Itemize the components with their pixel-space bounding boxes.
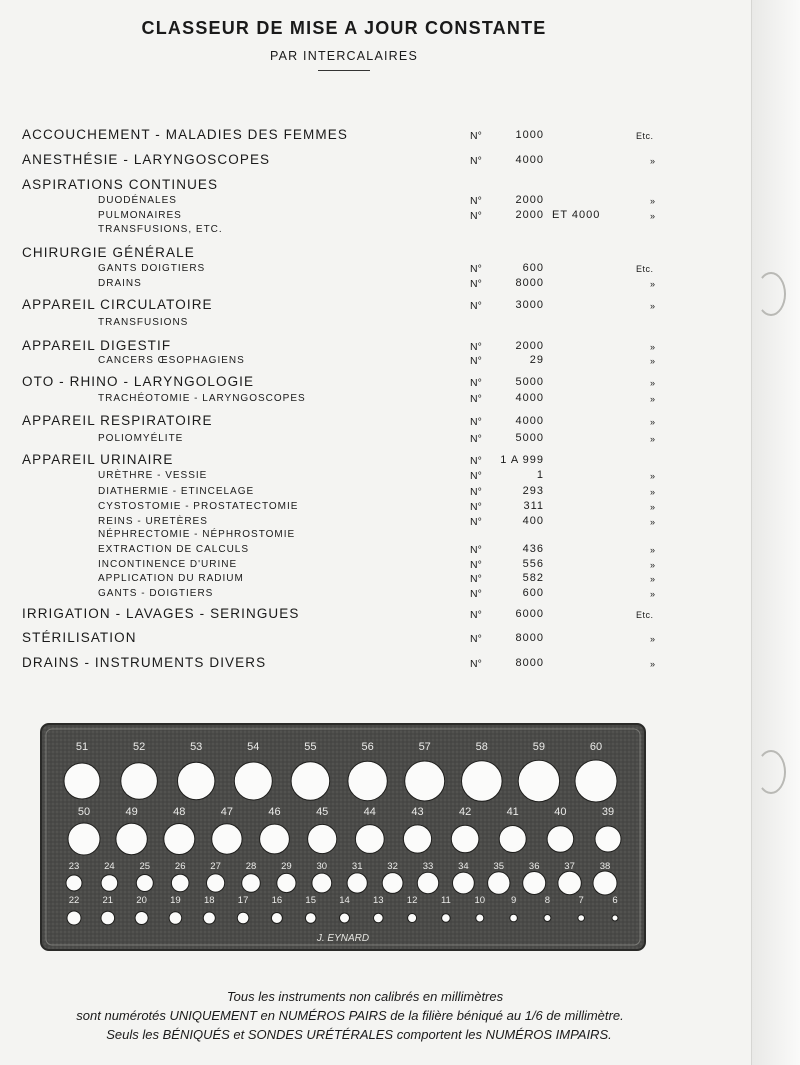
gauge-hole-label: 45	[316, 806, 329, 818]
index-row	[0, 467, 700, 483]
catalog-number: 8000	[515, 632, 544, 644]
gauge-hole	[518, 760, 559, 801]
gauge-hole	[64, 763, 100, 799]
page-subtitle: PAR INTERCALAIRES	[270, 49, 418, 63]
index-row	[0, 498, 700, 514]
catalog-number: 600	[522, 587, 544, 599]
ditto-note: »	[650, 545, 656, 555]
catalog-number: 6000	[515, 608, 544, 620]
subsection-label: TRACHÉOTOMIE - LARYNGOSCOPES	[98, 393, 306, 404]
number-prefix: N°	[470, 377, 482, 389]
gauge-hole	[382, 873, 403, 894]
gauge-hole-label: 16	[271, 895, 283, 906]
catalog-number: 8000	[515, 277, 544, 289]
gauge-hole-label: 42	[458, 806, 472, 818]
catalog-number: 293	[522, 485, 544, 497]
punch-hole	[756, 750, 786, 794]
gauge-hole-label: 39	[601, 806, 615, 818]
ditto-note: »	[650, 634, 656, 644]
gauge-hole-label: 20	[136, 895, 147, 906]
subsection-label: CYSTOSTOMIE - PROSTATECTOMIE	[98, 501, 299, 512]
gauge-hole-label: 28	[245, 861, 257, 872]
caption-line: Tous les instruments non calibrés en millimètres	[226, 989, 504, 1004]
gauge-hole	[499, 826, 526, 853]
gauge-hole-label: 47	[220, 806, 234, 818]
subsection-label: DUODÉNALES	[98, 195, 177, 206]
ditto-note: »	[650, 301, 656, 311]
number-prefix: N°	[470, 588, 482, 600]
subsection-label: APPLICATION DU RADIUM	[98, 573, 244, 584]
number-prefix: N°	[470, 658, 482, 670]
subsection-label: DIATHERMIE - ETINCELAGE	[98, 486, 255, 497]
gauge-hole-label: 23	[68, 861, 80, 872]
gauge-hole	[67, 911, 81, 925]
gauge-hole	[476, 914, 484, 922]
number-prefix: N°	[470, 300, 482, 312]
gauge-hole	[348, 761, 387, 800]
page-title: CLASSEUR DE MISE A JOUR CONSTANTE	[141, 18, 547, 38]
gauge-hole	[291, 762, 330, 801]
gauge-hole-label: 43	[411, 806, 424, 818]
number-prefix: N°	[470, 470, 482, 482]
catalog-number: 2000	[515, 209, 544, 221]
number-prefix: N°	[470, 393, 482, 405]
section-label: IRRIGATION - LAVAGES - SERINGUES	[22, 606, 300, 621]
section-label: APPAREIL RESPIRATOIRE	[22, 413, 213, 428]
index-row	[0, 352, 700, 368]
index-row	[0, 314, 700, 330]
number-prefix: N°	[470, 416, 482, 428]
catalog-number: 4000	[515, 154, 544, 166]
section-label: ACCOUCHEMENT - MALADIES DES FEMMES	[22, 127, 348, 142]
section-label: ASPIRATIONS CONTINUES	[22, 177, 219, 192]
gauge-hole	[68, 823, 100, 855]
ditto-note: »	[650, 487, 656, 497]
ditto-note: »	[650, 434, 656, 444]
gauge-hole-label: 10	[474, 895, 486, 906]
number-prefix: N°	[470, 433, 482, 445]
section-label: APPAREIL URINAIRE	[22, 452, 174, 467]
ditto-note: »	[650, 517, 656, 527]
gauge-hole	[595, 826, 621, 852]
index-row	[0, 430, 700, 446]
catalog-number: 1	[536, 469, 544, 481]
gauge-hole	[101, 875, 118, 892]
index-row	[0, 177, 700, 193]
subsection-label: POLIOMYÉLITE	[98, 433, 184, 444]
catalog-number: 5000	[515, 376, 544, 388]
index-row	[0, 570, 700, 586]
number-prefix: N°	[470, 195, 482, 207]
catalog-number: 8000	[515, 657, 544, 669]
index-row	[0, 483, 700, 499]
gauge-hole-label: 18	[204, 895, 215, 906]
gauge-hole	[242, 874, 261, 893]
number-prefix: N°	[470, 516, 482, 528]
index-row	[0, 152, 700, 168]
subsection-label: REINS - URETÈRES	[98, 516, 208, 527]
gauge-hole	[260, 824, 290, 854]
gauge-hole	[510, 914, 518, 922]
gauge-hole	[171, 874, 189, 892]
gauge-hole-label: 60	[589, 741, 603, 753]
section-label: DRAINS - INSTRUMENTS DIVERS	[22, 655, 267, 670]
gauge-hole-label: 14	[339, 895, 350, 906]
gauge-hole	[405, 761, 445, 801]
gauge-hole-label: 31	[351, 861, 363, 872]
gauge-hole	[305, 913, 316, 924]
catalog-number: 600	[522, 262, 544, 274]
gauge-hole	[271, 913, 282, 924]
gauge-hole	[544, 915, 551, 922]
ditto-note: »	[650, 211, 656, 221]
gauge-hole	[547, 826, 574, 853]
gauge-hole	[277, 873, 296, 892]
gauge-hole	[207, 874, 225, 892]
catalog-number: 4000	[515, 415, 544, 427]
index-row	[0, 413, 700, 429]
gauge-hole	[116, 823, 147, 854]
gauge-hole	[462, 761, 503, 802]
index-row	[0, 221, 700, 237]
number-prefix: N°	[470, 633, 482, 645]
index-row	[0, 606, 700, 622]
catalog-number-extra: ET 4000	[552, 209, 601, 221]
gauge-hole	[408, 914, 417, 923]
gauge-hole	[488, 872, 510, 894]
index-row	[0, 541, 700, 557]
gauge-hole	[66, 875, 82, 891]
index-row	[0, 655, 700, 671]
gauge-hole-label: 37	[564, 861, 575, 872]
catalog-number: 1000	[515, 129, 544, 141]
gauge-hole-label: 58	[475, 741, 488, 753]
section-label: ANESTHÉSIE - LARYNGOSCOPES	[22, 152, 271, 167]
gauge-hole	[203, 912, 215, 924]
gauge-hole-label: 35	[493, 861, 505, 872]
gauge-hole-label: 54	[247, 741, 260, 753]
number-prefix: N°	[470, 155, 482, 167]
gauge-hole	[340, 913, 350, 923]
number-prefix: N°	[470, 544, 482, 556]
catalog-number: 2000	[515, 194, 544, 206]
gauge-hole-label: 15	[305, 895, 316, 906]
gauge-hole	[442, 914, 451, 923]
number-prefix: N°	[470, 210, 482, 222]
number-prefix: N°	[470, 559, 482, 571]
gauge-hole	[403, 825, 431, 853]
gauge-hole-label: 49	[125, 806, 138, 818]
gauge-hole-label: 26	[174, 861, 186, 872]
gauge-hole-label: 6	[612, 895, 618, 906]
index-row	[0, 585, 700, 601]
gauge-hole	[578, 915, 585, 922]
gauge-hole-label: 7	[578, 895, 584, 906]
number-prefix: N°	[470, 355, 482, 367]
gauge-hole-label: 11	[440, 895, 451, 906]
ditto-note: »	[650, 417, 656, 427]
gauge-hole-label: 55	[304, 741, 317, 753]
caption-line: sont numérotés UNIQUEMENT en NUMÉROS PAIRS de la filière béniqué au 1/6 de millimètre.	[76, 1008, 624, 1023]
ditto-note: Etc.	[636, 131, 654, 141]
catalog-number: 311	[523, 500, 544, 512]
ditto-note: »	[650, 378, 656, 388]
gauge-hole	[558, 871, 581, 894]
gauge-hole	[308, 824, 337, 853]
section-label: STÉRILISATION	[22, 630, 137, 645]
number-prefix: N°	[470, 278, 482, 290]
gauge-hole-label: 19	[170, 895, 181, 906]
gauge-hole-label: 27	[210, 861, 221, 872]
gauge-hole-label: 21	[102, 895, 114, 906]
punch-hole	[756, 272, 786, 316]
gauge-hole-label: 9	[510, 895, 517, 906]
caption	[0, 987, 700, 1044]
catalog-number: 3000	[515, 299, 544, 311]
index-row	[0, 297, 700, 313]
number-prefix: N°	[470, 341, 482, 353]
gauge-hole-label: 33	[422, 861, 434, 872]
ditto-note: »	[650, 659, 656, 669]
gauge-hole-label: 25	[139, 861, 151, 872]
gauge-hole-label: 38	[599, 861, 611, 872]
gauge-hole-label: 53	[190, 741, 203, 753]
gauge-hole-label: 48	[173, 806, 186, 818]
gauge-hole-label: 57	[418, 741, 431, 753]
gauge-hole	[612, 915, 618, 921]
index-row	[0, 526, 700, 542]
section-label: OTO - RHINO - LARYNGOLOGIE	[22, 374, 255, 389]
gauge-hole-label: 51	[75, 741, 89, 753]
index-row	[0, 390, 700, 406]
ditto-note: »	[650, 394, 656, 404]
gauge-hole	[237, 912, 249, 924]
index-row	[0, 452, 700, 468]
number-prefix: N°	[470, 501, 482, 513]
caption-line: Seuls les BÉNIQUÉS et SONDES URÉTÉRALES comportent les NUMÉROS IMPAIRS.	[106, 1027, 612, 1042]
catalog-number: 582	[522, 572, 544, 584]
catheter-gauge-plate	[40, 723, 646, 951]
ditto-note: »	[650, 196, 656, 206]
gauge-hole-label: 46	[268, 806, 281, 818]
gauge-hole-label: 13	[373, 895, 384, 906]
gauge-hole	[164, 824, 195, 855]
gauge-hole-label: 41	[506, 806, 519, 818]
gauge-hole-label: 50	[77, 806, 91, 818]
index-row	[0, 245, 700, 261]
subsection-label: CANCERS ŒSOPHAGIENS	[98, 355, 245, 366]
gauge-hole	[101, 911, 115, 925]
gauge-hole	[347, 873, 367, 893]
section-label: APPAREIL CIRCULATOIRE	[22, 297, 213, 312]
number-prefix: N°	[470, 609, 482, 621]
gauge-hole-label: 29	[281, 861, 292, 872]
gauge-hole	[374, 913, 384, 923]
gauge-hole	[312, 873, 332, 893]
subsection-label: INCONTINENCE D'URINE	[98, 559, 238, 570]
catalog-number: 556	[522, 558, 544, 570]
gauge-hole	[135, 912, 148, 925]
catalog-number: 436	[522, 543, 544, 555]
gauge-hole	[121, 763, 158, 800]
ditto-note: »	[650, 356, 656, 366]
catalog-number: 400	[522, 515, 544, 527]
number-prefix: N°	[470, 263, 482, 275]
subsection-label: TRANSFUSIONS	[98, 317, 189, 328]
ditto-note: »	[650, 279, 656, 289]
index-row	[0, 127, 700, 143]
ditto-note: »	[650, 502, 656, 512]
gauge-hole	[136, 875, 153, 892]
gauge-hole-label: 40	[554, 806, 567, 818]
gauge-hole	[593, 871, 617, 895]
gauge-hole-label: 17	[237, 895, 249, 906]
gauge-hole-label: 32	[387, 861, 398, 872]
ditto-note: »	[650, 589, 656, 599]
gauge-hole-label: 44	[363, 806, 376, 818]
index-row	[0, 260, 700, 276]
subsection-label: GANTS - DOIGTIERS	[98, 588, 214, 599]
index-row	[0, 192, 700, 208]
number-prefix: N°	[470, 486, 482, 498]
gauge-hole	[355, 825, 384, 854]
section-label: APPAREIL DIGESTIF	[22, 338, 172, 353]
gauge-maker-mark: J. EYNARD	[316, 933, 370, 944]
catalog-number: 2000	[515, 340, 544, 352]
subsection-label: PULMONAIRES	[98, 210, 182, 221]
gauge-hole-label: 56	[361, 741, 374, 753]
gauge-hole	[575, 760, 617, 802]
gauge-hole	[523, 872, 546, 895]
gauge-hole-label: 30	[316, 861, 328, 872]
catalog-number: 1 A 999	[500, 454, 544, 466]
ditto-note: Etc.	[636, 610, 654, 620]
index-row	[0, 630, 700, 646]
ditto-note: »	[650, 342, 656, 352]
subsection-label: EXTRACTION DE CALCULS	[98, 544, 250, 555]
ditto-note: »	[650, 471, 656, 481]
number-prefix: N°	[470, 573, 482, 585]
ditto-note: Etc.	[636, 264, 654, 274]
gauge-hole-label: 34	[458, 861, 469, 872]
subsection-label: DRAINS	[98, 278, 142, 289]
number-prefix: N°	[470, 130, 482, 142]
subsection-label: NÉPHRECTOMIE - NÉPHROSTOMIE	[98, 529, 296, 540]
gauge-hole	[212, 824, 242, 854]
ditto-note: »	[650, 156, 656, 166]
gauge-hole-label: 12	[406, 895, 418, 906]
ditto-note: »	[650, 574, 656, 584]
catalog-number: 29	[529, 354, 544, 366]
gauge-hole-label: 22	[68, 895, 80, 906]
number-prefix: N°	[470, 455, 482, 467]
ditto-note: »	[650, 560, 656, 570]
gauge-hole-label: 59	[532, 741, 546, 753]
catalog-number: 4000	[515, 392, 544, 404]
index-row	[0, 275, 700, 291]
gauge-hole-label: 52	[132, 741, 146, 753]
subsection-label: URÈTHRE - VESSIE	[98, 470, 208, 481]
gauge-hole	[234, 762, 272, 800]
subsection-label: TRANSFUSIONS, ETC.	[98, 224, 223, 235]
index-row	[0, 374, 700, 390]
gauge-hole	[178, 762, 215, 799]
gauge-hole-label: 36	[528, 861, 540, 872]
gauge-hole	[453, 872, 475, 894]
subsection-label: GANTS DOIGTIERS	[98, 263, 206, 274]
gauge-hole-label: 8	[544, 895, 551, 906]
catalog-number: 5000	[515, 432, 544, 444]
gauge-hole	[417, 872, 438, 893]
gauge-hole	[169, 912, 182, 925]
section-label: CHIRURGIE GÉNÉRALE	[22, 245, 195, 260]
gauge-hole-label: 24	[104, 861, 115, 872]
gauge-hole	[451, 825, 479, 853]
